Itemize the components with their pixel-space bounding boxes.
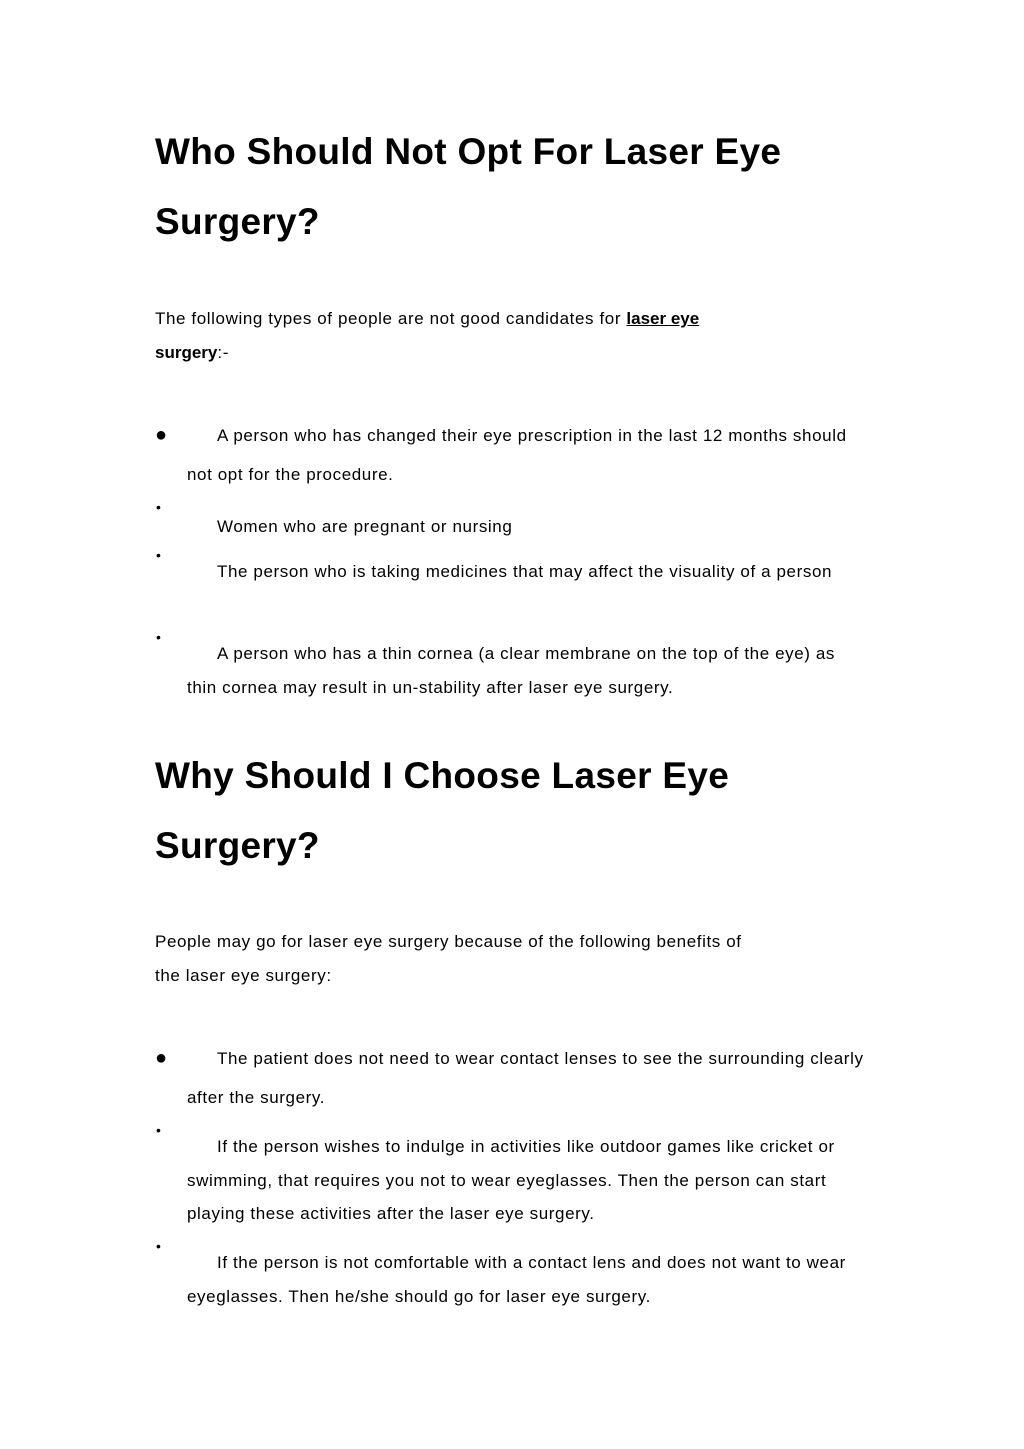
bullet-icon: • xyxy=(156,547,161,563)
bullet-icon: ● xyxy=(155,1047,168,1069)
section2-intro xyxy=(155,925,742,993)
section2-list-item-3: If the person is not comfortable with a contact lens and does not want to wear eyeglasses. Then he/she should go for laser eye surgery. xyxy=(187,1253,846,1306)
bullet-icon: • xyxy=(156,629,161,645)
bullet-icon: • xyxy=(156,499,161,515)
section1-list-item-2: Women who are pregnant or nursing xyxy=(217,517,513,536)
section2-intro-line1: People may go for laser eye surgery because of the following benefits of xyxy=(155,932,742,951)
section2-list-item-2: If the person wishes to indulge in activities like outdoor games like cricket or swimming, that requires you not to wear eyeglasses. Then the person can start playing these activities after the laser eye surgery. xyxy=(187,1137,835,1223)
section1-intro-text: The following types of people are not good candidates for xyxy=(155,309,627,328)
section1-title-line2: Surgery? xyxy=(155,201,320,242)
section1-list-item-1: A person who has changed their eye prescription in the last 12 months should not opt for the procedure. xyxy=(187,426,847,484)
bullet-icon: • xyxy=(156,1122,161,1138)
section1-list-item-3: The person who is taking medicines that may affect the visuality of a person xyxy=(217,562,833,581)
section1-intro-suffix: :- xyxy=(217,343,229,362)
section2-intro-line2: the laser eye surgery: xyxy=(155,966,332,985)
section1-list-item-4: A person who has a thin cornea (a clear membrane on the top of the eye) as thin cornea may result in un-stability after laser eye surgery. xyxy=(187,644,836,697)
bullet-icon: • xyxy=(156,1238,161,1254)
section1-title-line1: Who Should Not Opt For Laser Eye xyxy=(155,131,782,172)
section1-intro xyxy=(155,302,699,370)
bullet-icon: ● xyxy=(155,424,168,446)
laser-eye-link[interactable]: laser eye xyxy=(626,309,700,328)
section2-title-line2: Surgery? xyxy=(155,825,320,866)
section2-list-item-1: The patient does not need to wear contact lenses to see the surrounding clearly after the surgery. xyxy=(187,1049,864,1107)
section1-intro-bold: surgery xyxy=(155,343,218,362)
section2-title-line1: Why Should I Choose Laser Eye xyxy=(155,755,730,796)
